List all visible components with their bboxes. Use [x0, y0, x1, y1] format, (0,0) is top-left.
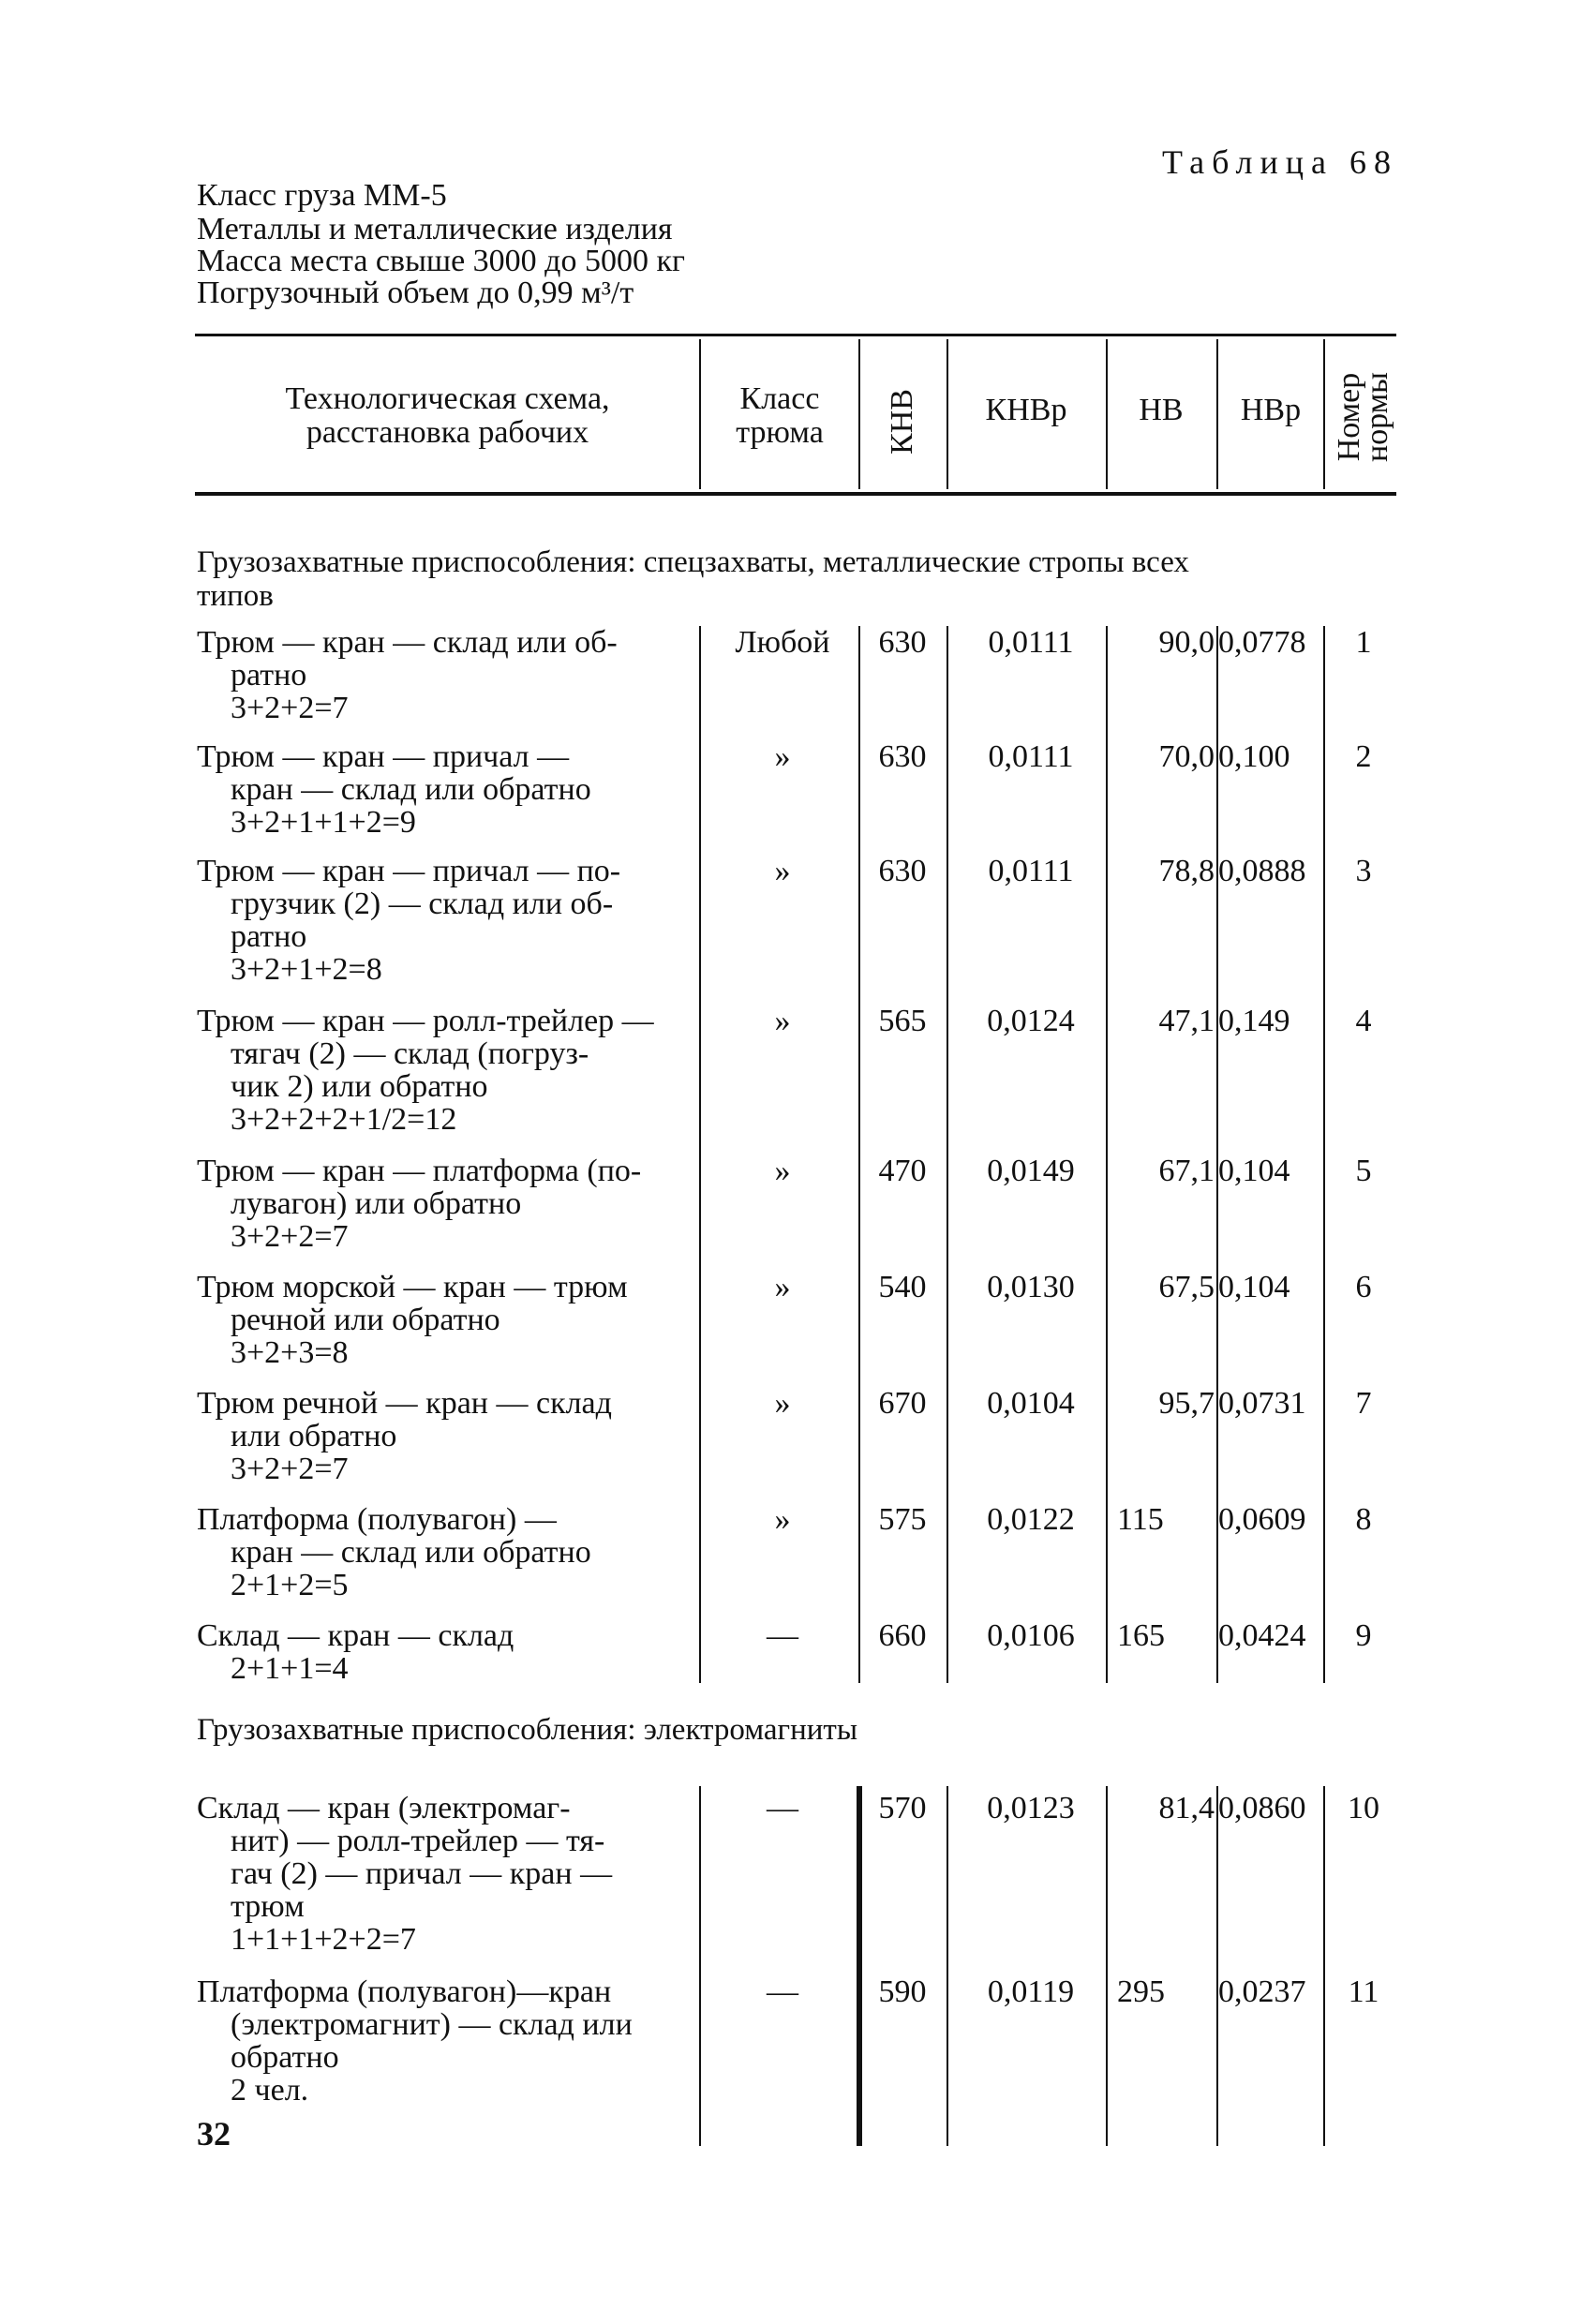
header-knv: КНВ	[885, 389, 919, 454]
table-row-scheme: Платформа (полувагон) — кран — склад или обратно 2+1+2=5	[197, 1502, 591, 1602]
row-nvr: 0,104	[1218, 1154, 1290, 1188]
row-norm-number: 11	[1348, 1974, 1379, 2009]
header-nvr: НВр	[1240, 393, 1302, 427]
table-row-scheme: Трюм — кран — причал — по- грузчик (2) — склад или об- ратно 3+2+1+2=8	[197, 854, 621, 987]
row-knvr: 0,0106	[987, 1618, 1075, 1653]
column-divider	[1216, 1786, 1218, 2146]
row-norm-number: 4	[1355, 1004, 1372, 1038]
page-number: 32	[197, 2115, 231, 2153]
header-knvr: КНВр	[985, 393, 1067, 427]
row-norm-number: 10	[1348, 1791, 1379, 1825]
row-hold-class: —	[767, 1791, 798, 1825]
table-row-scheme: Склад — кран (электромаг- нит) — ролл-трейлер — тя- гач (2) — причал — кран — трюм 1+1+1+2+2=7	[197, 1791, 613, 1957]
row-knvr: 0,0130	[987, 1270, 1075, 1304]
row-nvr: 0,100	[1218, 739, 1290, 774]
table-row-scheme: Платформа (полувагон)—кран (электромагнит) — склад или обратно 2 чел.	[197, 1974, 633, 2108]
header-bottom-rule	[195, 492, 1396, 496]
header-norm-number: Номер нормы	[1332, 371, 1394, 463]
row-hold-class: »	[774, 854, 791, 888]
row-knvr: 0,0149	[987, 1154, 1075, 1188]
header-nv: НВ	[1139, 393, 1184, 427]
row-knv: 570	[878, 1791, 927, 1825]
row-knv: 630	[878, 625, 927, 660]
table-title: Таблица 68	[1162, 143, 1398, 181]
row-nv: 70,0	[1158, 739, 1215, 774]
row-nvr: 0,0731	[1218, 1386, 1306, 1421]
table-row-scheme: Склад — кран — склад 2+1+1=4	[197, 1618, 514, 1686]
table-row-scheme: Трюм речной — кран — склад или обратно 3+2+2=7	[197, 1386, 612, 1486]
table-row-scheme: Трюм — кран — причал — кран — склад или обратно 3+2+1+1+2=9	[197, 739, 591, 840]
row-nvr: 0,0424	[1218, 1618, 1306, 1653]
row-hold-class: »	[774, 1004, 791, 1038]
header-scheme: Технологическая схема, расстановка рабочих	[285, 381, 610, 450]
header-hold-class: Класс трюма	[736, 381, 824, 450]
column-divider	[1106, 1786, 1108, 2146]
header-divider	[699, 339, 701, 489]
row-nv: 81,4	[1158, 1791, 1215, 1825]
row-hold-class: —	[767, 1974, 798, 2009]
row-knv: 470	[878, 1154, 927, 1188]
row-norm-number: 3	[1355, 854, 1372, 888]
column-divider	[699, 626, 701, 1683]
row-hold-class: »	[774, 1270, 791, 1304]
row-norm-number: 5	[1355, 1154, 1372, 1188]
header-divider	[1216, 339, 1218, 489]
row-nv: 78,8	[1158, 854, 1215, 888]
column-divider	[858, 626, 860, 1683]
row-norm-number: 7	[1355, 1386, 1372, 1421]
row-knv: 660	[878, 1618, 927, 1653]
column-divider	[947, 626, 948, 1683]
header-divider	[1106, 339, 1108, 489]
cargo-mass: Масса места свыше 3000 до 5000 кг	[197, 244, 685, 278]
column-divider	[1323, 1786, 1325, 2146]
group-title-electromagnets: Грузозахватные приспособления: электромагниты	[197, 1713, 858, 1747]
cargo-description: Металлы и металлические изделия	[197, 212, 673, 246]
row-nv: 115	[1117, 1502, 1164, 1537]
row-knv: 540	[878, 1270, 927, 1304]
table-row-scheme: Трюм морской — кран — трюм речной или обратно 3+2+3=8	[197, 1270, 628, 1370]
row-hold-class: Любой	[735, 625, 830, 660]
row-knvr: 0,0119	[987, 1974, 1075, 2009]
column-divider	[857, 1786, 862, 2146]
row-knvr: 0,0123	[987, 1791, 1075, 1825]
row-knv: 575	[878, 1502, 927, 1537]
row-nv: 67,5	[1158, 1270, 1215, 1304]
column-divider	[947, 1786, 948, 2146]
row-nvr: 0,0237	[1218, 1974, 1306, 2009]
row-nvr: 0,0609	[1218, 1502, 1306, 1537]
header-divider	[1323, 339, 1325, 489]
column-divider	[1323, 626, 1325, 1683]
row-norm-number: 6	[1355, 1270, 1372, 1304]
row-hold-class: »	[774, 739, 791, 774]
cargo-volume: Погрузочный объем до 0,99 м³/т	[197, 276, 634, 310]
row-nv: 90,0	[1158, 625, 1215, 660]
table-row-scheme: Трюм — кран — склад или об- ратно 3+2+2=7	[197, 625, 618, 725]
row-norm-number: 2	[1355, 739, 1372, 774]
header-divider	[858, 339, 860, 489]
row-nvr: 0,0778	[1218, 625, 1306, 660]
row-hold-class: —	[767, 1618, 798, 1653]
table-row-scheme: Трюм — кран — ролл-трейлер — тягач (2) — склад (погруз- чик 2) или обратно 3+2+2+2+1/2=12	[197, 1004, 654, 1137]
row-nvr: 0,149	[1218, 1004, 1290, 1038]
row-knv: 630	[878, 739, 927, 774]
row-nv: 67,1	[1158, 1154, 1215, 1188]
row-nv: 295	[1117, 1974, 1165, 2009]
row-nvr: 0,0888	[1218, 854, 1306, 888]
row-norm-number: 1	[1355, 625, 1372, 660]
row-knvr: 0,0122	[987, 1502, 1075, 1537]
column-divider	[699, 1786, 701, 2146]
row-nv: 47,1	[1158, 1004, 1215, 1038]
row-hold-class: »	[774, 1386, 791, 1421]
row-hold-class: »	[774, 1502, 791, 1537]
row-nvr: 0,0860	[1218, 1791, 1306, 1825]
header-divider	[947, 339, 948, 489]
header-top-rule	[195, 334, 1396, 336]
row-knvr: 0,0111	[988, 854, 1074, 888]
row-nvr: 0,104	[1218, 1270, 1290, 1304]
group-title-slings: Грузозахватные приспособления: спецзахваты, металлические стропы всех типов	[197, 545, 1189, 613]
row-knv: 565	[878, 1004, 927, 1038]
table-row-scheme: Трюм — кран — платформа (по- лувагон) или обратно 3+2+2=7	[197, 1154, 642, 1254]
row-knv: 630	[878, 854, 927, 888]
row-nv: 165	[1117, 1618, 1165, 1653]
row-norm-number: 9	[1355, 1618, 1372, 1653]
row-hold-class: »	[774, 1154, 791, 1188]
row-knvr: 0,0104	[987, 1386, 1075, 1421]
row-knvr: 0,0124	[987, 1004, 1075, 1038]
row-knvr: 0,0111	[988, 739, 1074, 774]
row-knvr: 0,0111	[988, 625, 1074, 660]
row-knv: 590	[878, 1974, 927, 2009]
row-knv: 670	[878, 1386, 927, 1421]
cargo-class: Класс груза ММ-5	[197, 178, 447, 213]
row-nv: 95,7	[1158, 1386, 1215, 1421]
row-norm-number: 8	[1355, 1502, 1372, 1537]
